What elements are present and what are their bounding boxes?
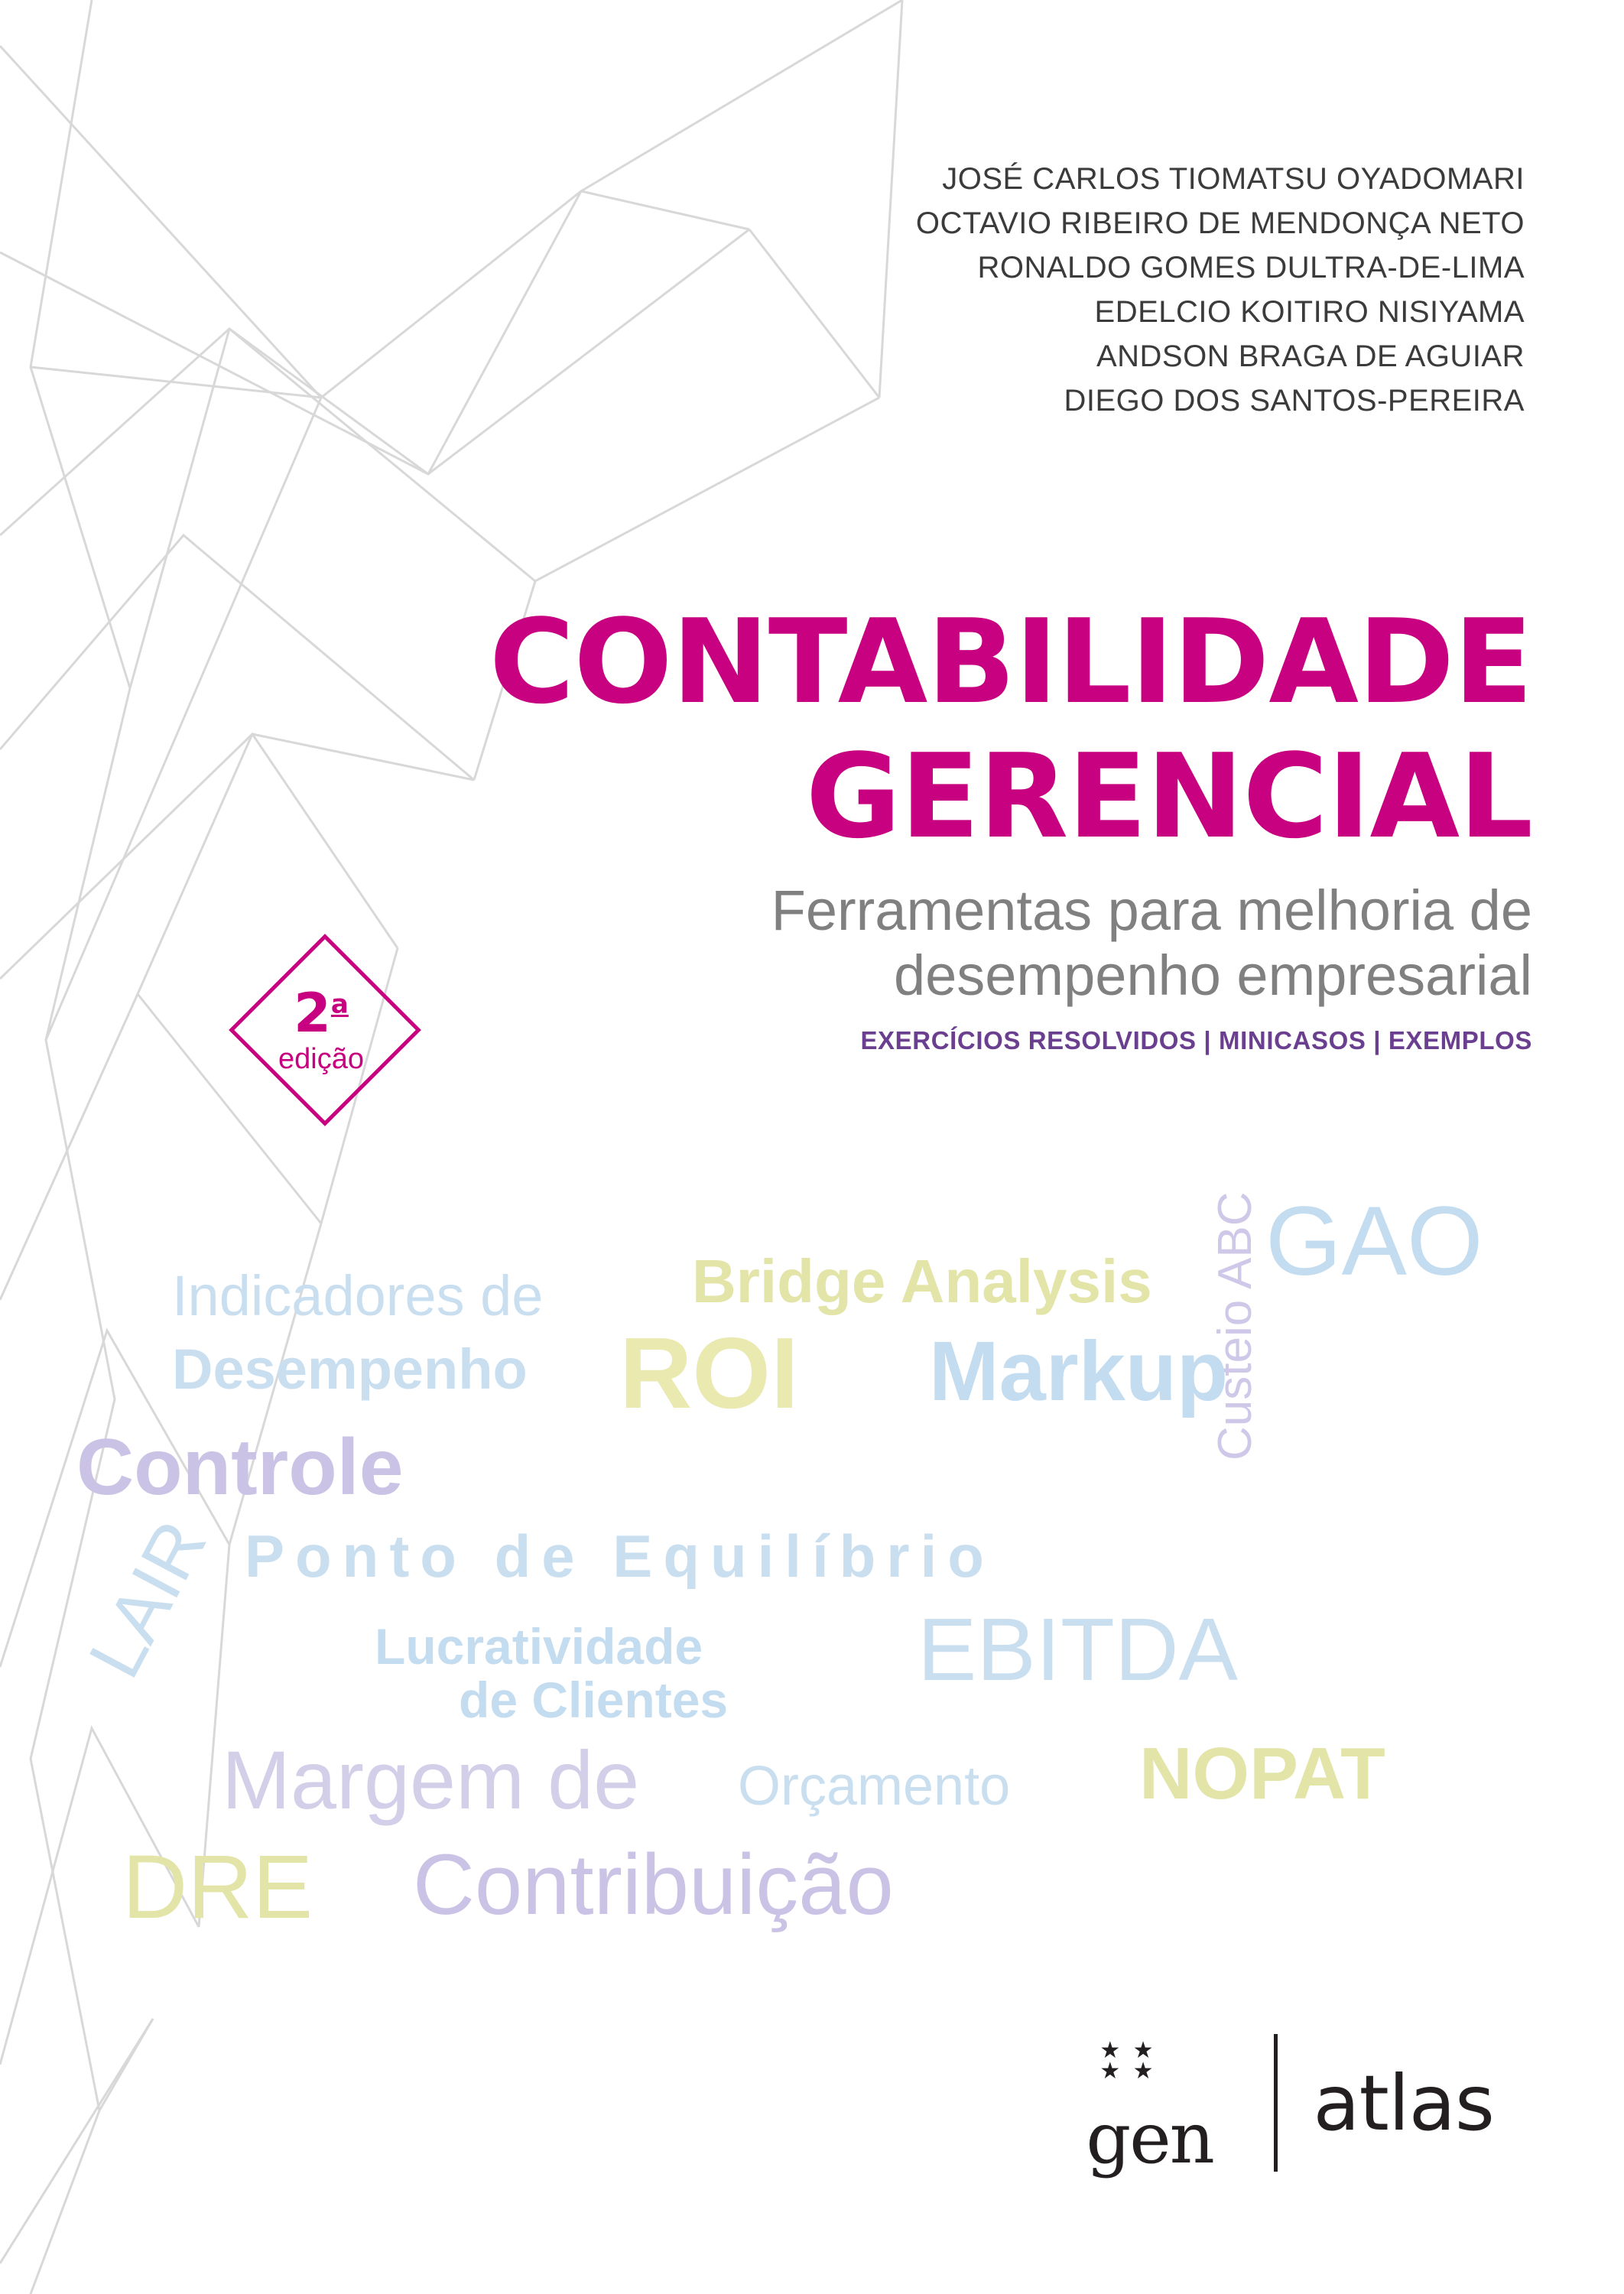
atlas-logo-text: atlas — [1313, 2058, 1494, 2148]
cloud-word-bridge-analysis: Bridge Analysis — [692, 1247, 1152, 1315]
cloud-word-contribuicao: Contribuição — [413, 1837, 894, 1932]
gen-logo — [1086, 2026, 1239, 2179]
cloud-word-ebitda: EBITDA — [918, 1600, 1238, 1699]
author-name: EDELCIO KOITIRO NISIYAMA — [1094, 295, 1525, 329]
cloud-word-nopat: NOPAT — [1139, 1733, 1385, 1815]
cloud-word-dre: DRE — [122, 1837, 313, 1938]
edition-label: edição — [278, 1043, 364, 1075]
author-name: DIEGO DOS SANTOS-PEREIRA — [1064, 384, 1525, 418]
author-name: OCTAVIO RIBEIRO DE MENDONÇA NETO — [915, 206, 1525, 240]
book-tagline: EXERCÍCIOS RESOLVIDOS | MINICASOS | EXEMPLOS — [860, 1025, 1532, 1054]
cloud-word-margem-de: Margem de — [222, 1733, 640, 1826]
cloud-word-roi: ROI — [619, 1317, 799, 1429]
gen-logo-text: gen — [1086, 2097, 1213, 2179]
cloud-word-controle: Controle — [76, 1423, 404, 1512]
cloud-word-custeio-abc: Custeio ABC — [1209, 1191, 1262, 1461]
author-name: JOSÉ CARLOS TIOMATSU OYADOMARI — [942, 162, 1525, 196]
word-cloud — [0, 1162, 1624, 2019]
cloud-word-ponto-de-equilibrio: Ponto de Equilíbrio — [245, 1522, 995, 1590]
stars-icon: ★ ★ ★ ★ — [1099, 2038, 1157, 2084]
author-list — [916, 157, 1525, 423]
cloud-word-orcamento: Orçamento — [738, 1756, 1011, 1817]
logo-divider — [1274, 2034, 1278, 2172]
book-title-line-1: CONTABILIDADE — [489, 594, 1532, 729]
cloud-word-markup: Markup — [929, 1324, 1229, 1418]
cloud-word-desempenho: Desempenho — [172, 1337, 528, 1401]
cloud-word-de-clientes: de Clientes — [459, 1672, 729, 1728]
book-subtitle-line-2: desempenho empresarial — [893, 943, 1532, 1007]
cloud-word-lair: LAIR — [73, 1508, 222, 1691]
author-name: ANDSON BRAGA DE AGUIAR — [1096, 340, 1525, 373]
cloud-word-gao: GAO — [1265, 1187, 1483, 1296]
author-name: RONALDO GOMES DULTRA-DE-LIMA — [977, 251, 1525, 284]
edition-badge — [229, 934, 413, 1118]
cloud-word-lucratividade: Lucratividade — [375, 1618, 703, 1675]
cloud-word-indicadores-de: Indicadores de — [172, 1264, 544, 1327]
book-title-line-2: GERENCIAL — [805, 729, 1532, 864]
edition-number: 2$^a$ — [294, 982, 349, 1045]
publisher-logos — [1086, 2026, 1494, 2179]
book-subtitle-line-1: Ferramentas para melhoria de — [771, 878, 1532, 942]
